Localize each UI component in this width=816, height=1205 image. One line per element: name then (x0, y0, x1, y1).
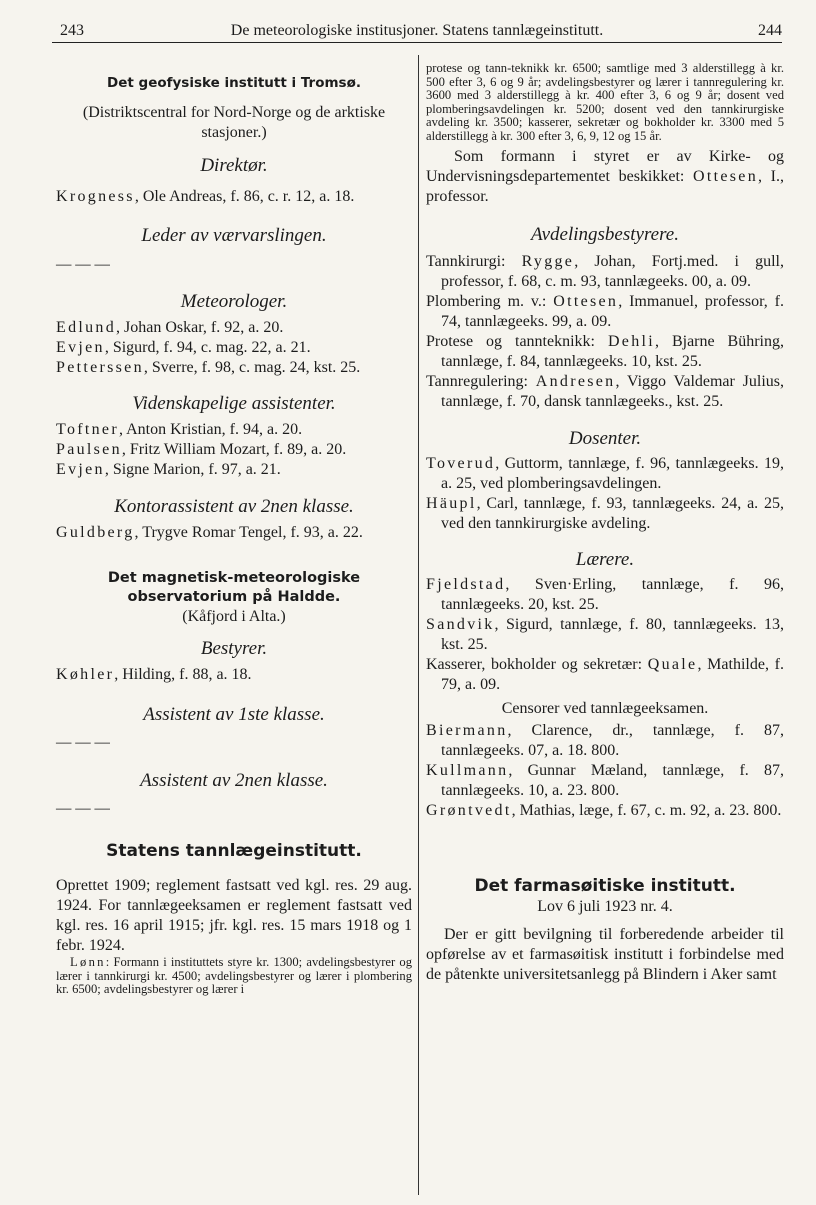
censor-entry: Grøntvedt, Mathias, læge, f. 67, c. m. 92, a. 23. 800. (426, 801, 782, 819)
lonn-paragraph: Lønn: Formann i instituttets styre kr. 1300; avdelingsbestyrer og lærer i tannkirurgi kr. 4500; avdelingsbestyrer og lærer i plombering kr. 6500; avdelingsbestyrer og lærer i (56, 955, 412, 997)
person-name: Krogness (56, 188, 135, 205)
column-divider (418, 55, 419, 1195)
bestyrer-title: Bestyrer. (200, 638, 268, 659)
formann-paragraph: Som formann i styret er av Kirke- og Undervisningsdepartementet beskikket: Ottesen, I., professor. (426, 147, 784, 205)
censorer-title: Censorer ved tannlægeeksamen. (501, 699, 709, 717)
page-number-right: 244 (758, 22, 782, 39)
farmasoitiske-lov: Lov 6 juli 1923 nr. 4. (537, 897, 673, 915)
page-number-left: 243 (60, 22, 84, 39)
assistent-entry: Evjen, Signe Marion, f. 97, a. 21. (56, 461, 281, 478)
dosenter-title: Dosenter. (568, 427, 642, 449)
assistent-entry: Paulsen, Fritz William Mozart, f. 89, a. 20. (56, 441, 347, 458)
person-name: Ottesen (693, 167, 759, 185)
lonn-label: Lønn (70, 955, 106, 969)
assistent1-title: Assistent av 1ste klasse. (143, 704, 325, 725)
avdelingsbestyrer-entry: Plombering m. v.: Ottesen, Immanuel, professor, f. 74, tannlægeeks. 99, a. 09. (426, 292, 785, 330)
assistent1-vacant-dash: — — — (56, 734, 110, 751)
farmasoitiske-heading: Det farmasøitiske institutt. (474, 875, 736, 896)
meteorologer-title: Meteorologer. (180, 291, 288, 312)
dosent-entry: Toverud, Guttorm, tannlæge, f. 96, tannlægeeks. 19, a. 25, ved plomberingsavdelingen. (426, 454, 784, 492)
laerer-entry: Sandvik, Sigurd, tannlæge, f. 80, tannlægeeks. 13, kst. 25. (426, 615, 784, 653)
assistent2-vacant-dash: — — — (56, 800, 110, 817)
geofysiske-heading: Det geofysiske institutt i Tromsø. (107, 75, 361, 91)
left-column (56, 55, 412, 997)
kasserer-entry: Kasserer, bokholder og sekretær: Quale, Mathilde, f. 79, a. 09. (426, 655, 784, 693)
assistenter-title: Videnskapelige assistenter. (132, 393, 336, 414)
avdelingsbestyrer-entry: Tannkirurgi: Rygge, Johan, Fortj.med. i gull, professor, f. 68, c. m. 93, tannlægeeks. 00, a. 09. (426, 252, 784, 290)
kontor-entry: Guldberg, Trygve Romar Tengel, f. 93, a. 22. (56, 524, 363, 541)
meteorolog-entry: Edlund, Johan Oskar, f. 92, a. 20. (56, 319, 284, 336)
avdelingsbestyrer-entry: Protese og tannteknikk: Dehli, Bjarne Bühring, tannlæge, f. 84, tannlægeeks. 10, kst. 25. (426, 332, 784, 370)
laerer-entry: Fjeldstad, Sven·Erling, tannlæge, f. 96, tannlægeeks. 20, kst. 25. (426, 575, 784, 613)
tannlaege-heading: Statens tannlægeinstitutt. (106, 841, 362, 861)
dosent-entry: Häupl, Carl, tannlæge, f. 93, tannlægeeks. 24, a. 25, ved den tannkirurgiske avdeling. (426, 494, 784, 532)
bestyrer-entry: Køhler, Hilding, f. 88, a. 18. (56, 666, 252, 683)
direktor-title: Direktør. (200, 155, 268, 176)
magnetisk-subtitle: (Kåfjord i Alta.) (182, 608, 286, 625)
censor-entry: Biermann, Clarence, dr., tannlæge, f. 87, tannlægeeks. 07, a. 18. 800. (426, 721, 784, 759)
farmasoitiske-text: Der er gitt bevilgning til forberedende arbeider til opførelse av et farmasøitisk institutt i forbindelse med de påtenkte universitetsanlegg på Blindern i Aker samt (426, 925, 784, 983)
magnetisk-heading: Det magnetisk-meteorologiske observatorium på Haldde. (107, 570, 361, 605)
assistent2-title: Assistent av 2nen klasse. (140, 770, 328, 791)
avdelingsbestyrer-entry: Tannregulering: Andresen, Viggo Valdemar Julius, tannlæge, f. 70, dansk tannlægeeks., kst. 25. (426, 372, 785, 410)
avdelingsbestyrere-title: Avdelingsbestyrere. (531, 223, 679, 245)
lonn-continuation: protese og tann-teknikk kr. 6500; samtlige med 3 alderstillegg à kr. 500 efter 3, 6 og 9 år; avdelingsbestyrer og lærer i tannregulering kr. 3600 med 3 alderstillegg à kr. 400 efter 3, 6 og 9 år; dosent ved plomberingsavdelingen kr. 5200; dosent ved den tannkirurgiske avdeling kr. 3500; kasserer, sekretær og bokholder kr. 3300 med 5 alderstillegg à kr. 300 efter 3, 6, 9, 12 og 15 år. (426, 61, 784, 143)
page-header (52, 20, 782, 43)
leder-title: Leder av værvarslingen. (141, 225, 327, 246)
laerere-title: Lærere. (575, 548, 635, 570)
running-title: De meteorologiske institusjoner. Statens tannlægeinstitutt. (230, 22, 604, 39)
censor-entry: Kullmann, Gunnar Mæland, tannlæge, f. 87, tannlægeeks. 10, a. 23. 800. (426, 761, 784, 799)
meteorolog-entry: Petterssen, Sverre, f. 98, c. mag. 24, kst. 25. (56, 359, 361, 376)
right-column (426, 55, 784, 985)
tannlaege-intro: Oprettet 1909; reglement fastsatt ved kgl. res. 29 aug. 1924. For tannlægeeksamen er reglement fastsatt ved kgl. res. 16 april 1915; jfr. kgl. res. 15 mars 1918 og 1 febr. 1924. (56, 877, 412, 954)
kontor-title: Kontorassistent av 2nen klasse. (114, 496, 354, 517)
assistent-entry: Toftner, Anton Kristian, f. 94, a. 20. (56, 421, 303, 438)
direktor-entry: Krogness, Ole Andreas, f. 86, c. r. 12, a. 18. (56, 188, 355, 205)
meteorolog-entry: Evjen, Sigurd, f. 94, c. mag. 22, a. 21. (56, 339, 311, 356)
leder-vacant-dash: — — — (56, 256, 110, 273)
geofysiske-subtitle: (Distriktscentral for Nord-Norge og de arktiske stasjoner.) (82, 104, 386, 141)
